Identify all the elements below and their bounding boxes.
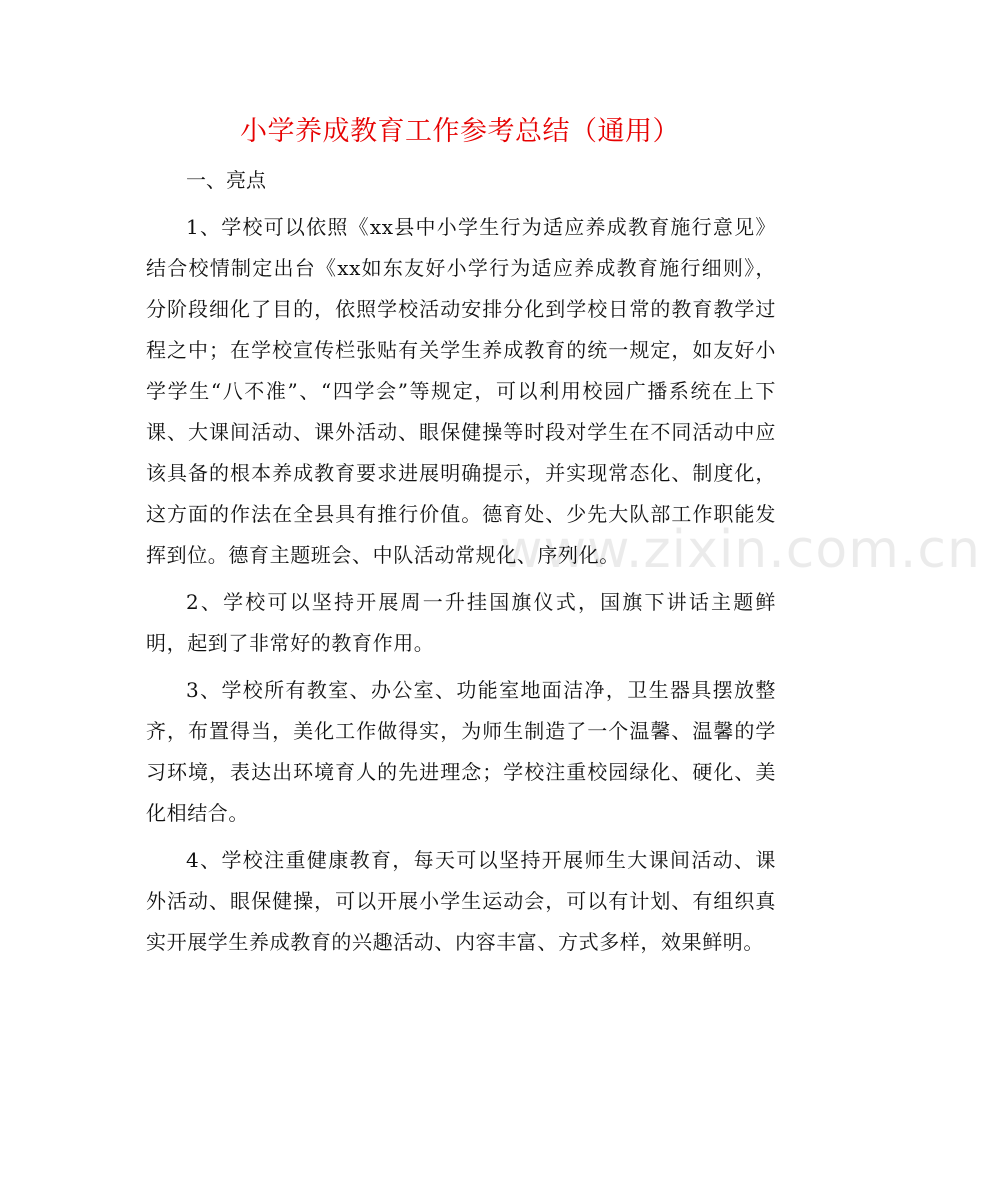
document-title: 小学养成教育工作参考总结（通用） xyxy=(240,116,680,147)
section-heading: 一、亮点 xyxy=(186,168,266,192)
document-body xyxy=(146,160,776,969)
paragraph-1: 1、学校可以依照《xx县中小学生行为适应养成教育施行意见》结合校情制定出台《xx如东友好小学行为适应养成教育施行细则》，分阶段细化了目的，依照学校活动安排分化到学校日常的教育教学过程之中；在学校宣传栏张贴有关学生养成教育的统一规定，如友好小学学生“八不准”、“四学会”等规定，可以利用校园广播系统在上下课、大课间活动、课外活动、眼保健操等时段对学生在不同活动中应该具备的根本养成教育要求进展明确提示，并实现常态化、制度化，这方面的作法在全县具有推行价值。德育处、少先大队部工作职能发挥到位。德育主题班会、中队活动常规化、序列化。 xyxy=(146,215,776,567)
paragraph-3: 3、学校所有教室、办公室、功能室地面洁净，卫生器具摆放整齐，布置得当，美化工作做得实，为师生制造了一个温馨、温馨的学习环境，表达出环境育人的先进理念；学校注重校园绿化、硬化、美化相结合。 xyxy=(146,678,776,825)
paragraph-4: 4、学校注重健康教育，每天可以坚持开展师生大课间活动、课外活动、眼保健操，可以开展小学生运动会，可以有计划、有组织真实开展学生养成教育的兴趣活动、内容丰富、方式多样，效果鲜明。 xyxy=(146,848,776,954)
watermark: www.zixin.com.cn xyxy=(500,520,981,580)
paragraph-2: 2、学校可以坚持开展周一升挂国旗仪式，国旗下讲话主题鲜明，起到了非常好的教育作用。 xyxy=(146,590,776,655)
